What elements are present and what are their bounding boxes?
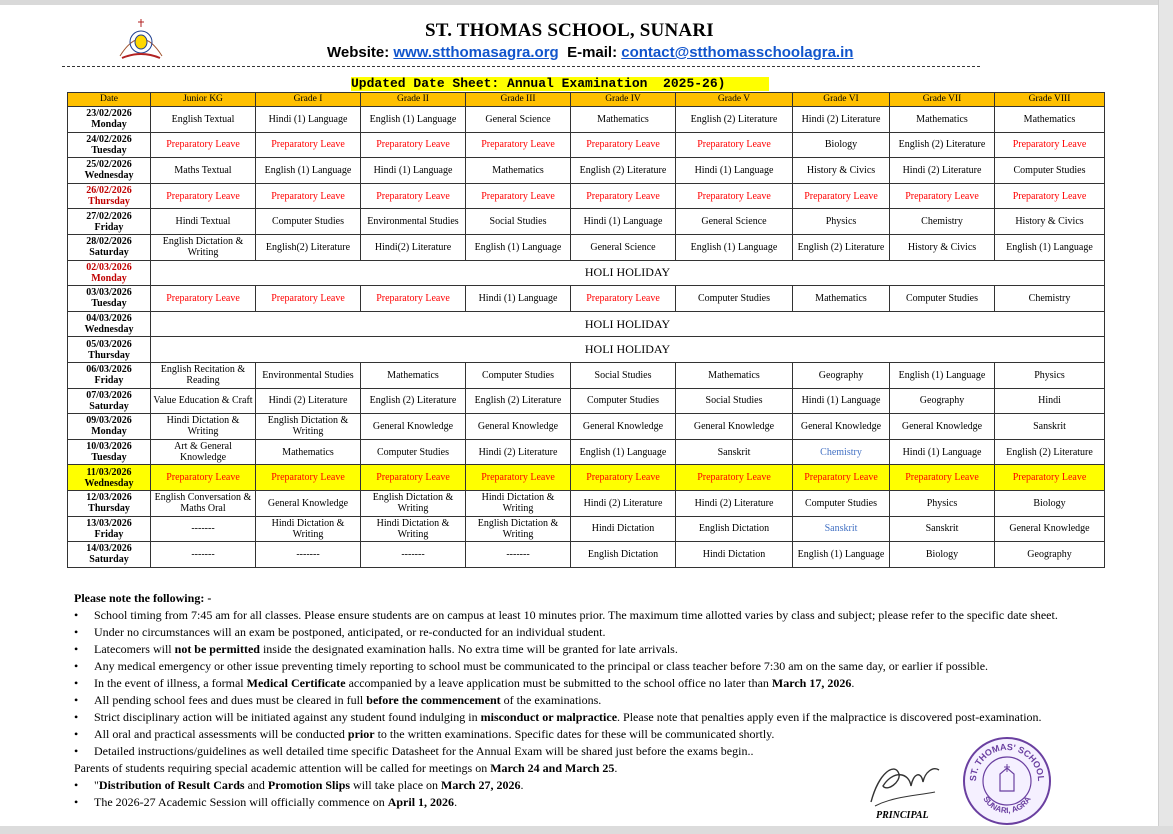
exam-cell-grade-vii: Physics — [890, 490, 995, 516]
table-row — [68, 388, 1105, 414]
date-value: 10/03/2026 — [86, 441, 132, 453]
exam-cell-grade-viii: Sanskrit — [995, 414, 1105, 440]
date-value: 12/03/2026 — [86, 492, 132, 504]
table-header-row — [68, 93, 1105, 107]
exam-cell-grade-ii: Mathematics — [361, 362, 466, 388]
table-row — [68, 542, 1105, 568]
principal-signature — [865, 752, 945, 810]
exam-cell-grade-ii: Preparatory Leave — [361, 183, 466, 209]
exam-cell-grade-i: Preparatory Leave — [256, 183, 361, 209]
exam-cell-grade-ii: Preparatory Leave — [361, 132, 466, 158]
exam-cell-junior-kg: English Dictation & Writing — [151, 234, 256, 260]
column-header-grade-iii: Grade III — [466, 93, 571, 107]
date-cell — [68, 414, 151, 440]
exam-cell-grade-iii: Hindi (2) Literature — [466, 439, 571, 465]
exam-cell-grade-vi: English (2) Literature — [793, 234, 890, 260]
note-text: inside the designated examination halls. No extra time will be granted for late arrivals. — [259, 642, 678, 656]
exam-cell-grade-iii: General Science — [466, 107, 571, 133]
date-value: 28/02/2026 — [86, 236, 132, 248]
date-sheet-table — [67, 92, 1105, 568]
exam-cell-grade-i: Hindi Dictation & Writing — [256, 516, 361, 542]
exam-cell-grade-viii: Geography — [995, 542, 1105, 568]
exam-cell-grade-vi: Preparatory Leave — [793, 465, 890, 491]
note-text: All pending school fees and dues must be cleared in full — [94, 693, 367, 707]
table-row — [68, 260, 1105, 286]
table-row — [68, 311, 1105, 337]
exam-cell-grade-i: Hindi (2) Literature — [256, 388, 361, 414]
exam-cell-grade-ii: English (2) Literature — [361, 388, 466, 414]
note-text: Parents of students requiring special academic attention will be called for meetings on — [74, 761, 491, 775]
exam-cell-grade-iv: Hindi (2) Literature — [571, 490, 676, 516]
day-name: Monday — [91, 272, 127, 284]
exam-cell-junior-kg: English Conversation & Maths Oral — [151, 490, 256, 516]
exam-cell-grade-vi: English (1) Language — [793, 542, 890, 568]
column-header-grade-vii: Grade VII — [890, 93, 995, 107]
date-sheet-title: Updated Date Sheet: Annual Examination 2025-26) — [351, 77, 769, 91]
day-name: Thursday — [88, 196, 130, 208]
exam-cell-grade-v: English (2) Literature — [676, 107, 793, 133]
holiday-cell: HOLI HOLIDAY — [151, 337, 1105, 363]
school-seal — [962, 736, 1052, 826]
table-row — [68, 286, 1105, 312]
exam-cell-grade-vii: General Knowledge — [890, 414, 995, 440]
scrollbar[interactable] — [1158, 0, 1173, 834]
exam-cell-junior-kg: Hindi Textual — [151, 209, 256, 235]
note-text: School timing from 7:45 am for all classes. Please ensure students are on campus at least 10 minutes prior. The maximum time allotted varies by class and subject; please refer to the specific date sheet. — [94, 608, 1058, 622]
note-text: will take place on — [350, 778, 442, 792]
day-name: Saturday — [89, 554, 129, 566]
exam-cell-grade-i: Preparatory Leave — [256, 286, 361, 312]
holiday-cell: HOLI HOLIDAY — [151, 260, 1105, 286]
table-row — [68, 414, 1105, 440]
exam-cell-grade-i: General Knowledge — [256, 490, 361, 516]
exam-cell-grade-v: Hindi (2) Literature — [676, 490, 793, 516]
column-header-grade-i: Grade I — [256, 93, 361, 107]
exam-cell-grade-i: Hindi (1) Language — [256, 107, 361, 133]
exam-cell-grade-v: Hindi Dictation — [676, 542, 793, 568]
dashed-divider — [62, 66, 980, 67]
exam-cell-grade-i: Computer Studies — [256, 209, 361, 235]
note-text: . — [454, 795, 458, 809]
note-emphasis: Distribution of Result Cards — [98, 778, 245, 792]
table-row — [68, 234, 1105, 260]
note-text: . Please note that penalties apply even if the malpractice is discovered post-examination. — [617, 710, 1042, 724]
exam-cell-grade-vii: Geography — [890, 388, 995, 414]
exam-cell-grade-viii: Mathematics — [995, 107, 1105, 133]
school-name: ST. THOMAS SCHOOL, SUNARI — [425, 20, 714, 41]
exam-cell-grade-vi: Mathematics — [793, 286, 890, 312]
exam-cell-grade-iv: General Science — [571, 234, 676, 260]
date-value: 03/03/2026 — [86, 287, 132, 299]
exam-cell-grade-v: Mathematics — [676, 362, 793, 388]
note-text: to the written examinations. Specific dates for these will be communicated shortly. — [374, 727, 775, 741]
exam-cell-grade-vii: Sanskrit — [890, 516, 995, 542]
exam-cell-grade-vii: Hindi (2) Literature — [890, 158, 995, 184]
exam-cell-junior-kg: Preparatory Leave — [151, 286, 256, 312]
day-name: Wednesday — [84, 324, 134, 336]
email-link[interactable]: contact@stthomasschoolagra.in — [621, 44, 854, 61]
date-value: 09/03/2026 — [86, 415, 132, 427]
exam-cell-grade-i: Environmental Studies — [256, 362, 361, 388]
exam-cell-junior-kg: Preparatory Leave — [151, 183, 256, 209]
note-text: All oral and practical assessments will be conducted — [94, 727, 348, 741]
exam-cell-grade-v: Preparatory Leave — [676, 465, 793, 491]
date-value: 05/03/2026 — [86, 338, 132, 350]
table-row — [68, 465, 1105, 491]
date-cell — [68, 465, 151, 491]
exam-cell-grade-iii: Hindi Dictation & Writing — [466, 490, 571, 516]
note-text: . — [614, 761, 618, 775]
day-name: Tuesday — [91, 144, 127, 156]
note-emphasis: March 27, 2026 — [441, 778, 521, 792]
table-row — [68, 132, 1105, 158]
exam-cell-grade-v: Social Studies — [676, 388, 793, 414]
exam-cell-grade-v: Hindi (1) Language — [676, 158, 793, 184]
exam-cell-grade-vii: Preparatory Leave — [890, 465, 995, 491]
exam-cell-grade-viii: English (1) Language — [995, 234, 1105, 260]
exam-cell-grade-iii: English Dictation & Writing — [466, 516, 571, 542]
date-cell — [68, 286, 151, 312]
day-name: Wednesday — [84, 170, 134, 182]
exam-cell-grade-vi: Preparatory Leave — [793, 183, 890, 209]
exam-cell-grade-iv: Preparatory Leave — [571, 183, 676, 209]
date-value: 23/02/2026 — [86, 108, 132, 120]
exam-cell-grade-viii: Computer Studies — [995, 158, 1105, 184]
date-cell — [68, 542, 151, 568]
column-header-junior-kg: Junior KG — [151, 93, 256, 107]
exam-cell-grade-iv: General Knowledge — [571, 414, 676, 440]
exam-cell-grade-vii: Biology — [890, 542, 995, 568]
exam-cell-grade-i: Preparatory Leave — [256, 465, 361, 491]
table-row — [68, 158, 1105, 184]
exam-cell-grade-v: Preparatory Leave — [676, 183, 793, 209]
exam-cell-grade-vi: Hindi (1) Language — [793, 388, 890, 414]
exam-cell-junior-kg: Hindi Dictation & Writing — [151, 414, 256, 440]
note-text: Strict disciplinary action will be initiated against any student found indulging in — [94, 710, 481, 724]
date-cell — [68, 490, 151, 516]
day-name: Wednesday — [84, 477, 134, 489]
note-emphasis: misconduct or malpractice — [480, 710, 618, 724]
exam-cell-grade-iv: Hindi Dictation — [571, 516, 676, 542]
day-name: Friday — [94, 221, 124, 233]
exam-cell-junior-kg: ------- — [151, 516, 256, 542]
holiday-cell: HOLI HOLIDAY — [151, 311, 1105, 337]
date-cell — [68, 439, 151, 465]
exam-cell-grade-v: Sanskrit — [676, 439, 793, 465]
note-item — [74, 641, 1124, 658]
date-cell — [68, 362, 151, 388]
date-cell — [68, 234, 151, 260]
note-text: and — [244, 778, 268, 792]
note-text: . — [851, 676, 855, 690]
exam-cell-grade-iii: Hindi (1) Language — [466, 286, 571, 312]
column-header-grade-iv: Grade IV — [571, 93, 676, 107]
exam-cell-grade-i: English (1) Language — [256, 158, 361, 184]
exam-cell-grade-vi: Chemistry — [793, 439, 890, 465]
note-text: In the event of illness, a formal — [94, 676, 247, 690]
exam-cell-grade-vi: History & Civics — [793, 158, 890, 184]
date-value: 06/03/2026 — [86, 364, 132, 376]
day-name: Monday — [91, 426, 127, 438]
exam-cell-grade-ii: ------- — [361, 542, 466, 568]
note-item — [74, 692, 1124, 709]
exam-cell-grade-v: General Science — [676, 209, 793, 235]
exam-cell-grade-vii: History & Civics — [890, 234, 995, 260]
note-text: Latecomers will — [94, 642, 175, 656]
date-cell — [68, 209, 151, 235]
exam-cell-grade-viii: English (2) Literature — [995, 439, 1105, 465]
exam-cell-junior-kg: Preparatory Leave — [151, 132, 256, 158]
day-name: Tuesday — [91, 298, 127, 310]
date-value: 11/03/2026 — [86, 466, 132, 478]
exam-cell-grade-ii: English Dictation & Writing — [361, 490, 466, 516]
exam-cell-grade-ii: Hindi(2) Literature — [361, 234, 466, 260]
exam-cell-grade-ii: Hindi (1) Language — [361, 158, 466, 184]
table-row — [68, 362, 1105, 388]
note-item — [74, 709, 1124, 726]
notes-heading: Please note the following: - — [74, 591, 212, 605]
note-emphasis: March 24 and March 25 — [490, 761, 615, 775]
date-value: 14/03/2026 — [86, 543, 132, 555]
table-row — [68, 183, 1105, 209]
day-name: Thursday — [88, 349, 130, 361]
exam-cell-grade-vi: General Knowledge — [793, 414, 890, 440]
exam-cell-grade-iii: English (1) Language — [466, 234, 571, 260]
exam-cell-grade-vii: English (1) Language — [890, 362, 995, 388]
exam-cell-grade-viii: Preparatory Leave — [995, 132, 1105, 158]
date-cell — [68, 132, 151, 158]
exam-cell-grade-iii: Preparatory Leave — [466, 183, 571, 209]
column-header-grade-ii: Grade II — [361, 93, 466, 107]
note-text: Any medical emergency or other issue preventing timely reporting to school must be communicated to the principal or class teacher before 7:30 am on the same day, or earlier if possible. — [94, 659, 989, 673]
date-cell — [68, 158, 151, 184]
note-text: . — [520, 778, 524, 792]
date-cell — [68, 260, 151, 286]
exam-cell-grade-iv: English (1) Language — [571, 439, 676, 465]
exam-cell-grade-iv: Preparatory Leave — [571, 286, 676, 312]
exam-cell-grade-ii: Preparatory Leave — [361, 286, 466, 312]
day-name: Friday — [94, 528, 124, 540]
exam-cell-grade-vii: Computer Studies — [890, 286, 995, 312]
exam-cell-grade-iii: Computer Studies — [466, 362, 571, 388]
exam-cell-grade-ii: Environmental Studies — [361, 209, 466, 235]
exam-cell-grade-i: English(2) Literature — [256, 234, 361, 260]
exam-cell-junior-kg: ------- — [151, 542, 256, 568]
website-link[interactable]: www.stthomasagra.org — [393, 44, 559, 61]
day-name: Monday — [91, 119, 127, 131]
note-text: Detailed instructions/guidelines as well detailed time specific Datasheet for the Annual Exam will be shared just before the exams begin.. — [94, 744, 754, 758]
day-name: Saturday — [89, 247, 129, 259]
window-bottom-bar — [0, 826, 1173, 834]
exam-cell-grade-viii: Preparatory Leave — [995, 183, 1105, 209]
note-text: The 2026-27 Academic Session will officially commence on — [94, 795, 388, 809]
exam-cell-grade-viii: Chemistry — [995, 286, 1105, 312]
website-label: Website: — [327, 44, 394, 61]
exam-cell-grade-vi: Physics — [793, 209, 890, 235]
table-row — [68, 337, 1105, 363]
note-emphasis: Promotion Slips — [267, 778, 351, 792]
table-row — [68, 209, 1105, 235]
exam-cell-grade-iv: Hindi (1) Language — [571, 209, 676, 235]
exam-cell-grade-vi: Hindi (2) Literature — [793, 107, 890, 133]
exam-cell-grade-vii: Hindi (1) Language — [890, 439, 995, 465]
date-value: 04/03/2026 — [86, 313, 132, 325]
exam-cell-grade-vii: Chemistry — [890, 209, 995, 235]
exam-cell-grade-i: English Dictation & Writing — [256, 414, 361, 440]
column-header-grade-viii: Grade VIII — [995, 93, 1105, 107]
note-text: " — [94, 778, 99, 792]
exam-cell-junior-kg: English Textual — [151, 107, 256, 133]
date-cell — [68, 388, 151, 414]
day-name: Tuesday — [91, 452, 127, 464]
exam-cell-grade-iii: English (2) Literature — [466, 388, 571, 414]
date-value: 26/02/2026 — [86, 185, 132, 197]
exam-cell-grade-vii: Mathematics — [890, 107, 995, 133]
date-value: 07/03/2026 — [86, 389, 132, 401]
date-value: 24/02/2026 — [86, 133, 132, 145]
exam-cell-grade-viii: Biology — [995, 490, 1105, 516]
date-value: 25/02/2026 — [86, 159, 132, 171]
exam-cell-grade-iv: Social Studies — [571, 362, 676, 388]
exam-cell-grade-iv: Mathematics — [571, 107, 676, 133]
email-label: E-mail: — [567, 44, 622, 61]
exam-cell-grade-vi: Sanskrit — [793, 516, 890, 542]
exam-cell-grade-iii: General Knowledge — [466, 414, 571, 440]
exam-cell-grade-vii: Preparatory Leave — [890, 183, 995, 209]
note-text: Under no circumstances will an exam be postponed, anticipated, or re-conducted for an individual student. — [94, 625, 606, 639]
exam-cell-grade-v: Computer Studies — [676, 286, 793, 312]
note-item — [74, 658, 1124, 675]
exam-cell-grade-ii: Hindi Dictation & Writing — [361, 516, 466, 542]
day-name: Thursday — [88, 503, 130, 515]
contact-line — [327, 44, 853, 61]
exam-cell-grade-iv: Preparatory Leave — [571, 465, 676, 491]
day-name: Friday — [94, 375, 124, 387]
exam-cell-grade-v: English Dictation — [676, 516, 793, 542]
exam-cell-junior-kg: Art & General Knowledge — [151, 439, 256, 465]
exam-cell-grade-iii: Preparatory Leave — [466, 132, 571, 158]
note-item — [74, 624, 1124, 641]
exam-cell-grade-iii: ------- — [466, 542, 571, 568]
exam-cell-grade-viii: Preparatory Leave — [995, 465, 1105, 491]
exam-cell-grade-iii: Preparatory Leave — [466, 465, 571, 491]
note-emphasis: not be permitted — [174, 642, 260, 656]
exam-cell-grade-i: ------- — [256, 542, 361, 568]
table-row — [68, 439, 1105, 465]
exam-cell-grade-ii: Computer Studies — [361, 439, 466, 465]
table-row — [68, 516, 1105, 542]
exam-cell-grade-viii: History & Civics — [995, 209, 1105, 235]
exam-cell-grade-iii: Mathematics — [466, 158, 571, 184]
note-emphasis: prior — [347, 727, 375, 741]
exam-cell-grade-ii: English (1) Language — [361, 107, 466, 133]
svg-text:SUNARI, AGRA: SUNARI, AGRA — [981, 794, 1033, 816]
date-value: 27/02/2026 — [86, 210, 132, 222]
exam-cell-grade-iv: English (2) Literature — [571, 158, 676, 184]
date-cell — [68, 337, 151, 363]
exam-cell-grade-vi: Computer Studies — [793, 490, 890, 516]
exam-cell-grade-ii: General Knowledge — [361, 414, 466, 440]
svg-text:ST. THOMAS' SCHOOL: ST. THOMAS' SCHOOL — [967, 741, 1047, 782]
date-cell — [68, 311, 151, 337]
date-value: 02/03/2026 — [86, 261, 132, 273]
exam-cell-junior-kg: Value Education & Craft — [151, 388, 256, 414]
day-name: Saturday — [89, 400, 129, 412]
exam-cell-grade-viii: Hindi — [995, 388, 1105, 414]
school-logo-icon — [112, 18, 170, 62]
exam-cell-grade-v: English (1) Language — [676, 234, 793, 260]
note-text: accompanied by a leave application must be submitted to the school office no later than — [345, 676, 772, 690]
exam-cell-grade-viii: General Knowledge — [995, 516, 1105, 542]
exam-cell-grade-vi: Geography — [793, 362, 890, 388]
note-item — [74, 607, 1124, 624]
date-cell — [68, 107, 151, 133]
exam-cell-grade-v: General Knowledge — [676, 414, 793, 440]
note-emphasis: March 17, 2026 — [771, 676, 852, 690]
exam-cell-grade-iii: Social Studies — [466, 209, 571, 235]
date-cell — [68, 183, 151, 209]
exam-cell-grade-i: Preparatory Leave — [256, 132, 361, 158]
note-emphasis: April 1, 2026 — [387, 795, 455, 809]
exam-cell-junior-kg: English Recitation & Reading — [151, 362, 256, 388]
date-value: 13/03/2026 — [86, 517, 132, 529]
table-row — [68, 490, 1105, 516]
exam-cell-grade-iv: Computer Studies — [571, 388, 676, 414]
exam-cell-grade-vi: Biology — [793, 132, 890, 158]
exam-cell-junior-kg: Maths Textual — [151, 158, 256, 184]
exam-cell-grade-iv: English Dictation — [571, 542, 676, 568]
exam-cell-grade-vii: English (2) Literature — [890, 132, 995, 158]
exam-cell-grade-ii: Preparatory Leave — [361, 465, 466, 491]
column-header-grade-v: Grade V — [676, 93, 793, 107]
exam-cell-grade-v: Preparatory Leave — [676, 132, 793, 158]
note-text: of the examinations. — [500, 693, 602, 707]
note-emphasis: before the commencement — [366, 693, 501, 707]
note-item — [74, 675, 1124, 692]
exam-cell-grade-i: Mathematics — [256, 439, 361, 465]
exam-cell-grade-iv: Preparatory Leave — [571, 132, 676, 158]
exam-cell-junior-kg: Preparatory Leave — [151, 465, 256, 491]
note-emphasis: Medical Certificate — [246, 676, 346, 690]
date-cell — [68, 516, 151, 542]
table-row — [68, 107, 1105, 133]
window-top-bar — [0, 0, 1173, 5]
exam-cell-grade-viii: Physics — [995, 362, 1105, 388]
principal-label: PRINCIPAL — [876, 810, 929, 821]
column-header-grade-vi: Grade VI — [793, 93, 890, 107]
column-header-date: Date — [68, 93, 151, 107]
